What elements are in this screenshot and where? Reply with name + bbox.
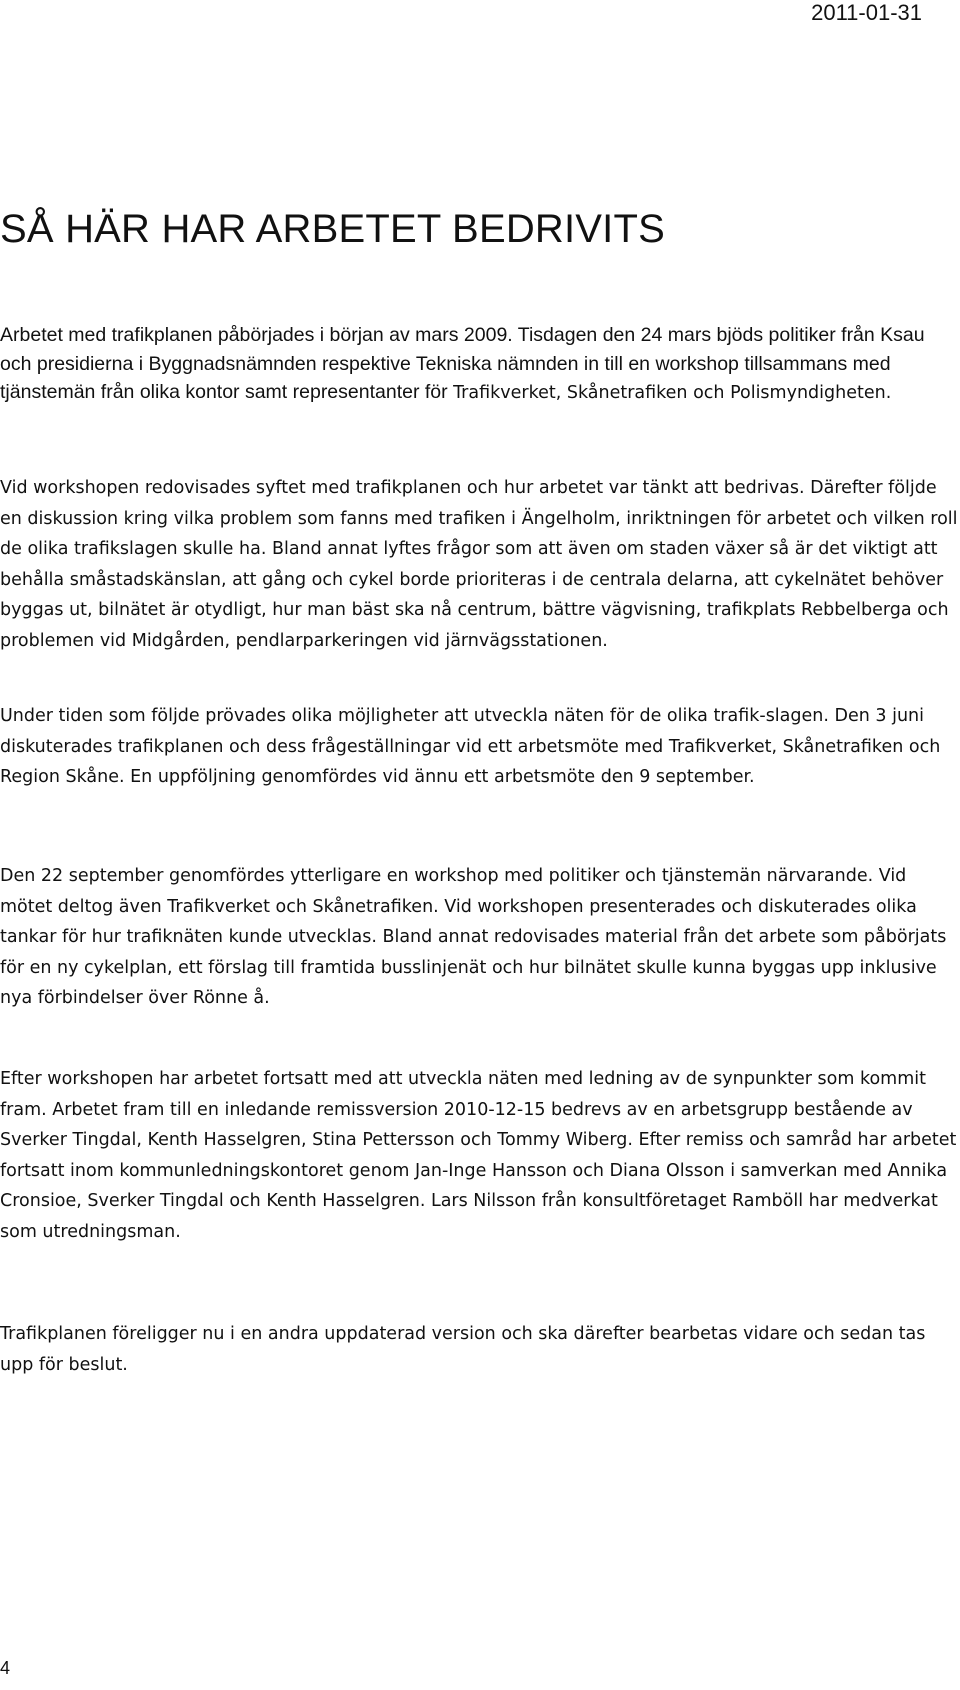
section-title: SÅ HÄR HAR ARBETET BEDRIVITS [0,207,666,251]
paragraph-network-development: Under tiden som följde prövades olika möjligheter att utveckla näten för de olika trafik-slagen. Den 3 juni diskuterades trafikplanen och dess frågeställningar vid ett arbetsmöte med Trafikverket, Skånetrafiken och Region Skåne. En uppföljning genomfördes vid ännu ett arbetsmöte den 9 september. [0,706,941,788]
paragraph-start-of-work-text-end: Trafikverket, Skånetrafiken och Polismyndigheten. [453,383,892,403]
paragraph-second-workshop: Den 22 september genomfördes ytterligare en workshop med politiker och tjänstemän närvarande. Vid mötet deltog även Trafikverket och Skånetrafiken. Vid workshopen presenterades och diskuterades olika tankar för hur trafiknäten kunde utvecklas. Bland annat redovisades material från det arbete som påbörjats för en ny cykelplan, ett förslag till framtida busslinjenät och hur bilnätet skulle kunna byggas upp inklusive nya förbindelser över Rönne å. [0,866,947,1009]
document-date: 2011-01-31 [811,0,922,25]
page-number: 4 [0,1658,11,1678]
paragraph-workshop-discussion: Vid workshopen redovisades syftet med trafikplanen och hur arbetet var tänkt att bedrivas. Därefter följde en diskussion kring vilka problem som fanns med trafiken i Ängelholm, inriktningen för arbetet och vilken roll de olika trafikslagen skulle ha. Bland annat lyftes frågor som att även om staden växer så är det viktigt att behålla småstadskänslan, att gång och cykel borde prioriteras i de centrala delarna, att cykelnätet behöver byggas ut, bilnätet är otydligt, hur man bäst ska nå centrum, bättre vägvisning, trafikplats Rebbelberga och problemen vid Midgården, pendlarparkeringen vid järnvägsstationen. [0,478,958,651]
paragraph-working-group: Efter workshopen har arbetet fortsatt med att utveckla näten med ledning av de synpunkter som kommit fram. Arbetet fram till en inledande remissversion 2010-12-15 bedrevs av en arbetsgrupp bestående av Sverker Tingdal, Kenth Hasselgren, Stina Pettersson och Tommy Wiberg. Efter remiss och samråd har arbetet fortsatt inom kommunledningskontoret genom Jan-Inge Hansson och Diana Olsson i samverkan med Annika Cronsioe, Sverker Tingdal och Kenth Hasselgren. Lars Nilsson från konsultföretaget Ramböll har medverkat som utredningsman. [0,1069,957,1242]
paragraph-start-of-work-text: Arbetet med trafikplanen påbörjades i början av mars 2009. Tisdagen den 24 mars bjöds politiker från Ksau och presidierna i Byggnadsnämnden respektive Tekniska nämnden in till en workshop tillsammans med tjänstemän från olika kontor samt representanter för [0,324,925,403]
paragraph-current-status: Trafikplanen föreligger nu i en andra uppdaterad version och ska därefter bearbetas vidare och sedan tas upp för beslut. [0,1324,926,1375]
paragraph-start-of-work [0,321,955,408]
